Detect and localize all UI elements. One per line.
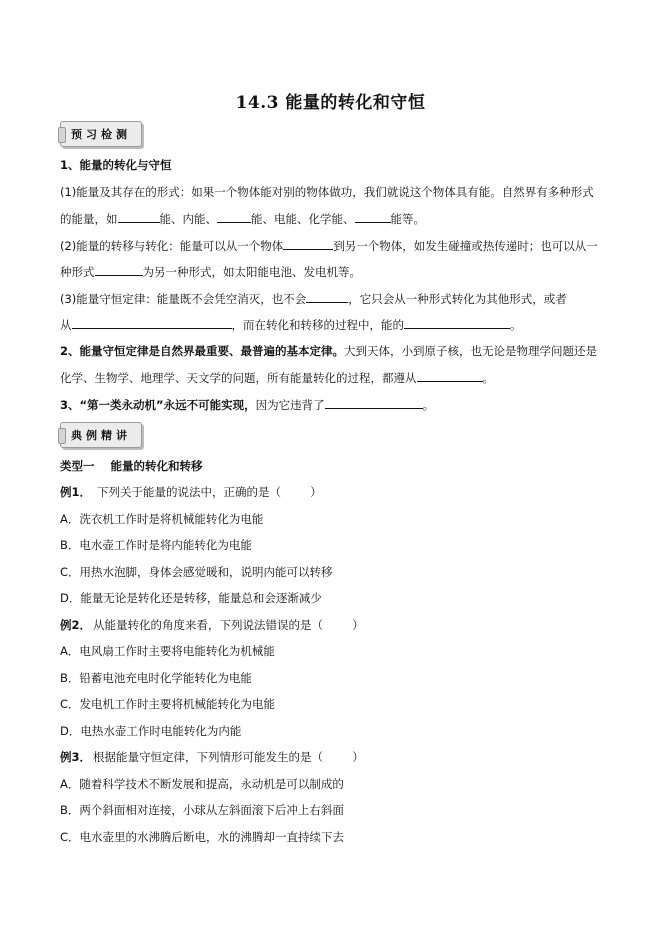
- option-line: C．用热水泡脚，身体会感觉暖和，说明内能可以转移: [60, 565, 333, 579]
- blank-line: [417, 369, 483, 382]
- text-span: 到另一个物体，如发生碰撞或热传递时；也可以从一: [333, 239, 598, 253]
- paragraph-line: [60, 316, 522, 333]
- blank-line: [72, 316, 232, 329]
- blank-line: [283, 237, 333, 250]
- question-text: 根据能量守恒定律，下列情形可能发生的是（ ）: [93, 750, 364, 764]
- text-span: 大到天体，小到原子核，也无论是物理学问题还是: [344, 344, 597, 358]
- bold-text: 3、“第一类永动机”永远不可能实现，: [60, 398, 256, 412]
- type-heading: 类型一 能量的转化和转移: [60, 459, 203, 473]
- blank-line: [217, 210, 251, 223]
- paragraph-line: [60, 396, 434, 413]
- question-label: 例3．: [60, 750, 92, 764]
- question-label: 例2．: [60, 618, 92, 632]
- section-banner-examples: [60, 422, 142, 448]
- question-line: [60, 617, 364, 633]
- text-span: 能等。: [390, 212, 425, 226]
- question-line: [60, 749, 364, 765]
- paragraph-line: [60, 343, 597, 359]
- text-span: 。: [422, 398, 435, 412]
- text-span: 为另一种形式，如太阳能电池、发电机等。: [142, 265, 361, 279]
- question-text: 从能量转化的角度来看，下列说法错误的是（ ）: [93, 618, 364, 632]
- text-span: 化学、生物学、地理学、天文学的问题，所有能量转化的过程，都遵从: [60, 371, 417, 385]
- paragraph-line: (1)能量及其存在的形式：如果一个物体能对别的物体做功，我们就说这个物体具有能。自然界有多种形式: [60, 185, 594, 199]
- option-line: B．铅蓄电池充电时化学能转化为电能: [60, 671, 252, 685]
- blank-line: [355, 210, 391, 223]
- paragraph-line: [60, 369, 494, 386]
- text-span: 。: [510, 318, 522, 332]
- banner-label: 典例精讲: [71, 429, 131, 442]
- paragraph-line: [60, 210, 425, 227]
- question-label: 例1．: [60, 485, 92, 499]
- text-span: 。: [482, 371, 494, 385]
- option-line: C．发电机工作时主要将机械能转化为电能: [60, 697, 276, 711]
- text-span: ，它只会从一种形式转化为其他形式，或者: [348, 292, 567, 306]
- text-span: 种形式: [60, 265, 95, 279]
- option-line: C．电水壶里的水沸腾后断电，水的沸腾却一直持续下去: [60, 830, 345, 844]
- text-span: 的能量，如: [60, 212, 118, 226]
- text-span: 能、内能、: [159, 212, 217, 226]
- blank-line: [118, 210, 160, 223]
- text-span: (3)能量守恒定律：能量既不会凭空消灭，也不会: [60, 292, 307, 306]
- text-span: 能、电能、化学能、: [251, 212, 355, 226]
- blank-line: [306, 290, 348, 303]
- blank-line: [325, 396, 423, 409]
- option-line: B．两个斜面相对连接，小球从左斜面滚下后冲上右斜面: [60, 803, 344, 817]
- section1-heading: 1、能量的转化与守恒: [60, 158, 172, 172]
- question-line: [60, 484, 322, 500]
- bold-text: 2、能量守恒定律是自然界最重要、最普遍的基本定律。: [60, 344, 344, 358]
- option-line: D．电热水壶工作时电能转化为内能: [60, 724, 242, 738]
- section-banner-preview: [60, 121, 142, 147]
- paragraph-line: [60, 237, 598, 254]
- paragraph-line: [60, 290, 567, 307]
- blank-line: [404, 316, 510, 329]
- paragraph-line: [60, 263, 361, 280]
- text-span: 从: [60, 318, 72, 332]
- blank-line: [95, 263, 143, 276]
- option-line: A．电风扇工作时主要将电能转化为机械能: [60, 644, 275, 658]
- banner-label: 预习检测: [71, 128, 131, 141]
- option-line: B．电水壶工作时是将内能转化为电能: [60, 538, 252, 552]
- option-line: D．能量无论是转化还是转移，能量总和会逐渐减少: [60, 591, 322, 605]
- option-line: A．随着科学技术不断发展和提高，永动机是可以制成的: [60, 777, 344, 791]
- option-line: A．洗衣机工作时是将机械能转化为电能: [60, 512, 264, 526]
- text-span: (2)能量的转移与转化：能量可以从一个物体: [60, 239, 284, 253]
- page-title: 14.3 能量的转化和守恒: [235, 93, 426, 113]
- question-text: 下列关于能量的说法中，正确的是（ ）: [97, 485, 322, 499]
- text-span: ，而在转化和转移的过程中，能的: [231, 318, 404, 332]
- text-span: 因为它违背了: [255, 398, 325, 412]
